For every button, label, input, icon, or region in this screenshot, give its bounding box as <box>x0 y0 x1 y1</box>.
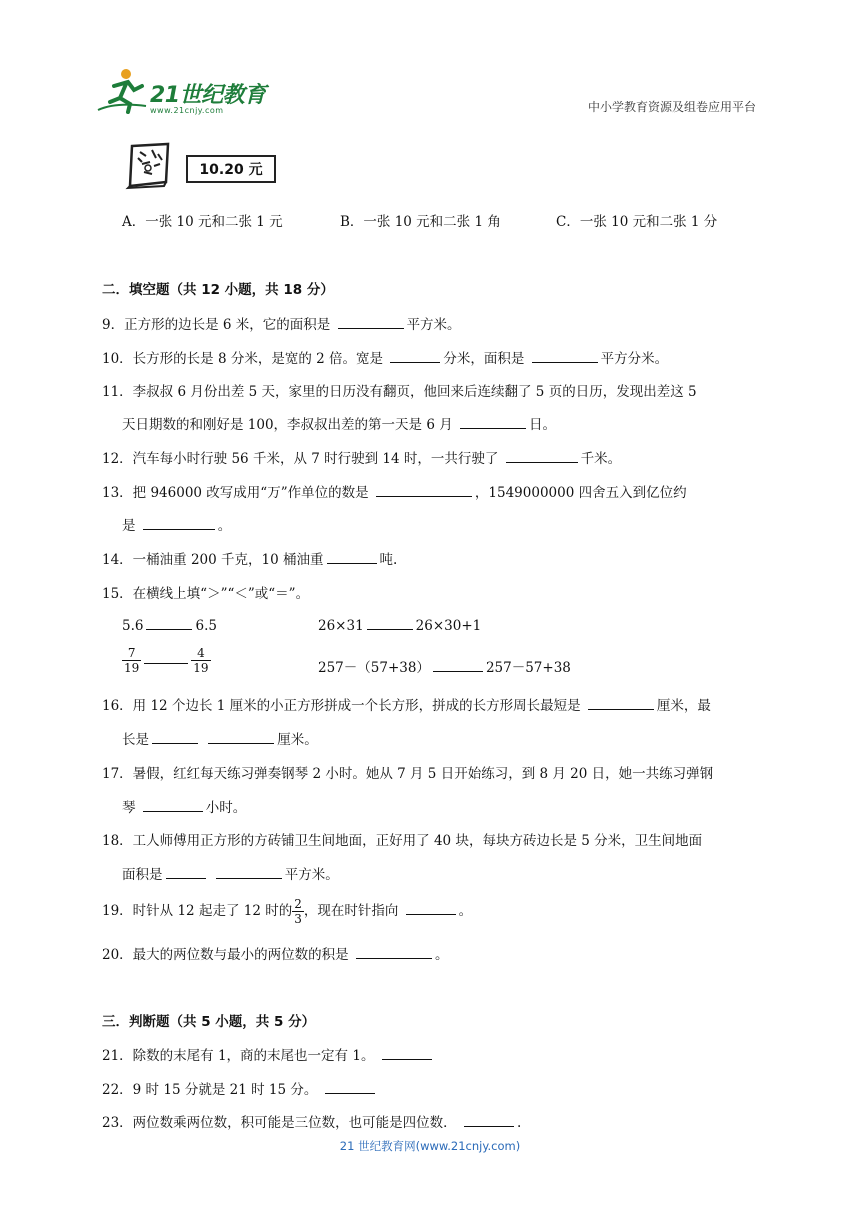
book-icon <box>124 142 174 190</box>
answer-blank[interactable] <box>338 316 404 329</box>
answer-blank[interactable] <box>382 1047 432 1060</box>
answer-blank[interactable] <box>433 659 483 672</box>
question-17-cont: 琴 小时。 <box>122 800 247 816</box>
question-17: 17．暑假，红红每天练习弹奏钢琴 2 小时。她从 7 月 5 日开始练习，到 8 月 20 日，她一共练习弹钢 <box>102 766 714 782</box>
compare-3 <box>122 646 211 675</box>
question-10: 10．长方形的长是 8 分米，是宽的 2 倍。宽是 分米，面积是 平方分米。 <box>102 351 669 367</box>
answer-blank[interactable] <box>325 1081 375 1094</box>
section-2-title: 二．填空题（共 12 小题，共 18 分） <box>102 282 334 298</box>
answer-blank[interactable] <box>166 866 206 879</box>
question-22: 22．9 时 15 分就是 21 时 15 分。 <box>102 1078 378 1098</box>
answer-blank[interactable] <box>406 902 456 915</box>
platform-title: 中小学教育资源及组卷应用平台 <box>587 100 756 114</box>
answer-blank[interactable] <box>588 697 654 710</box>
question-11-cont: 天日期数的和刚好是 100，李叔叔出差的第一天是 6 月 日。 <box>122 417 557 433</box>
question-16-cont: 长是 厘米。 <box>122 732 318 748</box>
question-18-cont: 面积是 平方米。 <box>122 867 339 883</box>
price-label: 10.20 元 <box>186 155 276 183</box>
answer-blank[interactable] <box>532 350 598 363</box>
answer-blank[interactable] <box>367 617 413 630</box>
answer-blank[interactable] <box>464 1114 514 1127</box>
runner-logo-icon <box>96 66 150 116</box>
question-23: 23．两位数乘两位数，积可能是三位数，也可能是四位数． . <box>102 1115 522 1131</box>
answer-blank[interactable] <box>143 799 203 812</box>
question-21: 21．除数的末尾有 1，商的末尾也一定有 1。 <box>102 1044 435 1064</box>
answer-blank[interactable] <box>144 649 188 664</box>
answer-blank[interactable] <box>460 416 526 429</box>
answer-blank[interactable] <box>327 551 377 564</box>
answer-blank[interactable] <box>143 517 215 530</box>
compare-1: 5.6 6.5 <box>122 618 217 634</box>
question-14: 14．一桶油重 200 千克，10 桶油重 吨. <box>102 552 398 568</box>
answer-blank[interactable] <box>390 350 440 363</box>
fraction-left: $\frac{7}{19}$ <box>124 646 140 675</box>
question-11: 11．李叔叔 6 月份出差 5 天，家里的日历没有翻页，他回来后连续翻了 5 页的日历，发现出差这 5 <box>102 384 697 400</box>
answer-blank[interactable] <box>146 617 192 630</box>
answer-blank[interactable] <box>216 866 282 879</box>
logo-text: 21世纪教育 <box>150 83 266 108</box>
answer-blank[interactable] <box>152 731 198 744</box>
fraction-right: $\frac{4}{19}$ <box>193 646 209 675</box>
question-19: 19．时针从 12 起走了 12 时的 $\frac{2}{3}$ ，现在时针指向 。 <box>102 897 473 926</box>
question-16: 16．用 12 个边长 1 厘米的小正方形拼成一个长方形，拼成的长方形周长最短是 厘米，最 <box>102 698 711 714</box>
logo-url: www.21cnjy.com <box>150 106 224 115</box>
question-9: 9．正方形的边长是 6 米，它的面积是 平方米。 <box>102 317 461 333</box>
option-b[interactable]: B．一张 10 元和二张 1 角 <box>340 214 501 230</box>
answer-blank[interactable] <box>356 946 432 959</box>
answer-blank[interactable] <box>376 484 472 497</box>
question-13-cont: 是 。 <box>122 518 232 534</box>
compare-4: 257－（57+38） 257－57+38 <box>318 660 571 676</box>
question-12: 12．汽车每小时行驶 56 千米，从 7 时行驶到 14 时，一共行驶了 千米。 <box>102 451 622 467</box>
option-c[interactable]: C．一张 10 元和二张 1 分 <box>556 214 718 230</box>
question-13: 13．把 946000 改写成用“万”作单位的数是 ，1549000000 四舍五入到亿位约 <box>102 485 687 501</box>
question-20: 20．最大的两位数与最小的两位数的积是 。 <box>102 947 449 963</box>
page-header <box>0 0 860 120</box>
section-3-title: 三．判断题（共 5 小题，共 5 分） <box>102 1014 316 1030</box>
answer-blank[interactable] <box>506 450 578 463</box>
fraction-two-thirds: $\frac{2}{3}$ <box>294 897 302 926</box>
page-footer[interactable]: 21 世纪教育网(www.21cnjy.com) <box>339 1139 521 1153</box>
answer-blank[interactable] <box>208 731 274 744</box>
question-15-title: 15．在横线上填“＞”“＜”或“＝”。 <box>102 586 310 602</box>
option-a[interactable]: A．一张 10 元和二张 1 元 <box>122 214 283 230</box>
compare-2: 26×31 26×30+1 <box>318 618 482 634</box>
site-logo[interactable] <box>96 66 266 116</box>
question-18: 18．工人师傅用正方形的方砖铺卫生间地面，正好用了 40 块，每块方砖边长是 5 分米，卫生间地面 <box>102 833 703 849</box>
